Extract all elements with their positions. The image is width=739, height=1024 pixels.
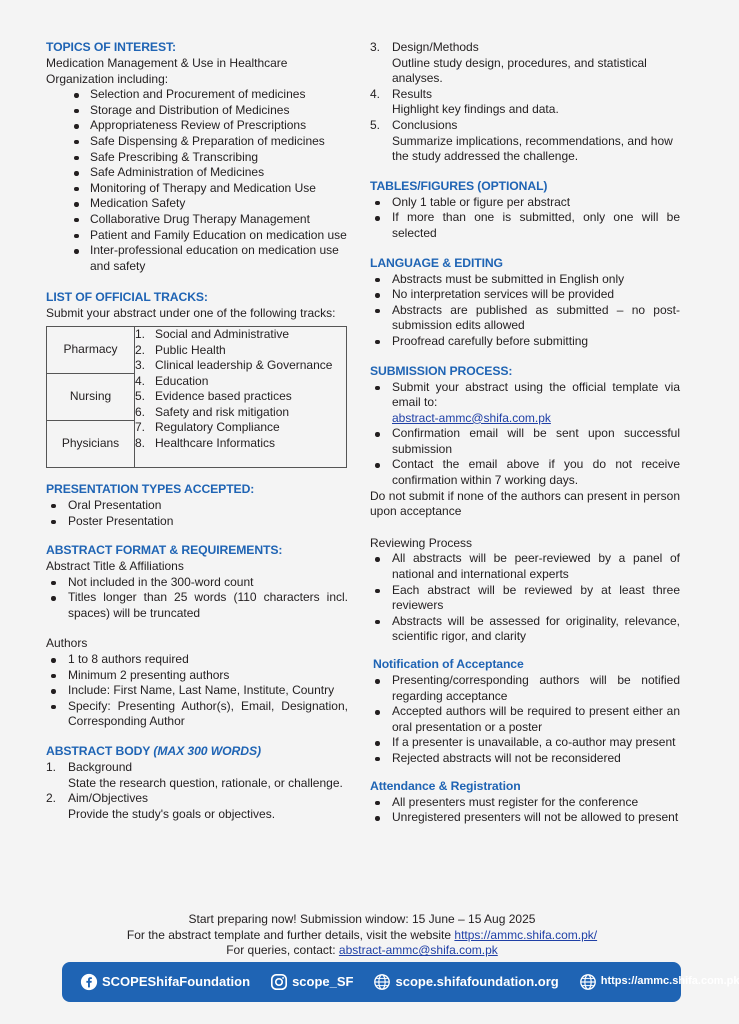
submission-note: Do not submit if none of the authors can present in person upon acceptance <box>370 488 680 519</box>
list-item: Safe Administration of Medicines <box>46 165 348 181</box>
list-item: Storage and Distribution of Medicines <box>46 103 348 119</box>
list-item: Not included in the 300-word count <box>46 575 348 591</box>
submission-heading: SUBMISSION PROCESS: <box>370 363 513 378</box>
list-item: All abstracts will be peer-reviewed by a panel of national and international experts <box>370 551 680 582</box>
globe-icon <box>373 973 391 991</box>
website-link[interactable]: https://ammc.shifa.com.pk/ <box>454 927 598 942</box>
body-heading: ABSTRACT BODY (MAX 300 WORDS) <box>46 744 261 759</box>
right-column <box>370 40 680 837</box>
footer-line-2: For the abstract template and further details, visit the website https://ammc.shifa.com.pk/ <box>126 927 598 942</box>
format-section <box>46 543 348 730</box>
presentation-list <box>46 498 348 529</box>
contact-email-link[interactable]: abstract-ammc@shifa.com.pk <box>338 943 498 958</box>
attendance-section <box>370 779 680 826</box>
list-item: If a presenter is unavailable, a co-author may present <box>370 735 680 751</box>
footer-line-1: Start preparing now! Submission window: 15 June – 15 Aug 2025 <box>188 912 536 926</box>
presentation-heading: PRESENTATION TYPES ACCEPTED: <box>46 481 255 496</box>
body-section-continued <box>370 40 680 165</box>
body-section <box>46 744 348 822</box>
list-item: 2. Aim/Objectives Provide the study's goals or objectives. <box>46 791 276 821</box>
attendance-list <box>370 795 680 826</box>
scope-website-link[interactable] <box>373 973 558 991</box>
footer-text <box>0 912 724 959</box>
tracks-section <box>46 290 348 468</box>
format-authors-list <box>46 652 348 730</box>
submission-list <box>370 380 680 489</box>
review-list <box>370 551 680 645</box>
tables-section <box>370 179 680 242</box>
list-item: Each abstract will be reviewed by at least three reviewers <box>370 583 680 614</box>
list-item: Include: First Name, Last Name, Institute, Country <box>46 683 348 699</box>
list-item: Minimum 2 presenting authors <box>46 668 348 684</box>
list-item: No interpretation services will be provided <box>370 287 680 303</box>
list-item: If more than one is submitted, only one will be selected <box>370 210 680 241</box>
language-heading: LANGUAGE & EDITING <box>370 255 503 270</box>
review-label: Reviewing Process <box>370 535 473 550</box>
topics-section <box>46 40 348 274</box>
tables-heading: TABLES/FIGURES (OPTIONAL) <box>370 178 548 193</box>
list-item: 5. Conclusions Summarize implications, recommendations, and how the study addressed the challenge. <box>370 117 673 164</box>
track-role-pharmacy: Pharmacy <box>47 326 135 373</box>
facebook-label: SCOPEShifaFoundation <box>102 974 251 990</box>
list-item: Safe Prescribing & Transcribing <box>46 150 348 166</box>
list-item: Patient and Family Education on medication use <box>46 228 348 244</box>
list-item: Abstracts are published as submitted – no post-submission edits allowed <box>370 303 680 334</box>
tracks-list <box>135 327 346 452</box>
list-item: Medication Safety <box>46 196 348 212</box>
topics-heading: TOPICS OF INTEREST: <box>46 40 176 54</box>
list-item: Poster Presentation <box>46 514 348 530</box>
list-item: Submit your abstract using the official template via email to: abstract-ammc@shifa.com.pk <box>370 380 680 427</box>
list-item: Rejected abstracts will not be reconsidered <box>370 751 680 767</box>
list-item: 3. Design/Methods Outline study design, procedures, and statistical analyses. <box>370 40 647 86</box>
attendance-heading: Attendance & Registration <box>370 778 521 793</box>
list-item: Abstracts must be submitted in English only <box>370 272 680 288</box>
ammc-website-link[interactable] <box>579 973 739 991</box>
tracks-heading: LIST OF OFFICIAL TRACKS: <box>46 290 208 305</box>
body-list <box>46 760 348 822</box>
globe-icon <box>579 973 597 991</box>
list-item: Accepted authors will be required to present either an oral presentation or a poster <box>370 704 680 735</box>
tracks-intro: Submit your abstract under one of the following tracks: <box>46 306 336 321</box>
list-item: 8. Healthcare Informatics <box>135 436 276 451</box>
language-list <box>370 272 680 350</box>
list-item: Proofread carefully before submitting <box>370 334 680 350</box>
list-item: Confirmation email will be sent upon successful submission <box>370 426 680 457</box>
tracks-list-cell <box>135 326 347 467</box>
left-column <box>46 40 348 833</box>
submission-section <box>370 364 680 520</box>
scope-website-label: scope.shifafoundation.org <box>395 974 559 990</box>
tracks-table <box>46 326 347 468</box>
list-item: Titles longer than 25 words (110 characters incl. spaces) will be truncated <box>46 590 348 621</box>
list-item: Presenting/corresponding authors will be notified regarding acceptance <box>370 673 680 704</box>
list-item: 5. Evidence based practices <box>135 389 292 404</box>
instagram-label: scope_SF <box>292 974 354 990</box>
format-heading: ABSTRACT FORMAT & REQUIREMENTS: <box>46 543 283 558</box>
list-item: Collaborative Drug Therapy Management <box>46 212 348 228</box>
list-item: Oral Presentation <box>46 498 348 514</box>
list-item: 3. Clinical leadership & Governance <box>135 358 333 373</box>
topics-intro: Medication Management & Use in Healthcare Organization including: <box>46 56 288 86</box>
list-item: Appropriateness Review of Prescriptions <box>46 118 348 134</box>
list-item: Selection and Procurement of medicines <box>46 87 348 103</box>
list-item: 7. Regulatory Compliance <box>135 420 280 435</box>
list-item: Monitoring of Therapy and Medication Use <box>46 181 348 197</box>
list-item: 6. Safety and risk mitigation <box>135 404 290 419</box>
instagram-icon <box>270 973 288 991</box>
list-item: 4. Results Highlight key findings and data. <box>370 86 559 117</box>
presentation-section <box>46 482 348 529</box>
list-item: 1 to 8 authors required <box>46 652 348 668</box>
list-item: Unregistered presenters will not be allowed to present <box>370 810 680 826</box>
list-item: Abstracts will be assessed for originality, relevance, scientific rigor, and clarity <box>370 614 680 645</box>
list-item: All presenters must register for the conference <box>370 795 680 811</box>
list-item: 1. Social and Administrative <box>135 326 290 341</box>
format-title-list <box>46 575 348 622</box>
format-authors-label: Authors <box>46 636 88 651</box>
format-title-label: Abstract Title & Affiliations <box>46 559 184 574</box>
notification-heading: Notification of Acceptance <box>373 657 524 671</box>
list-item: 4. Education <box>135 373 209 388</box>
list-item: 2. Public Health <box>135 342 226 357</box>
list-item: Specify: Presenting Author(s), Email, Designation, Corresponding Author <box>46 699 348 730</box>
ammc-website-label: https://ammc.shifa.com.pk <box>600 975 739 988</box>
body-list-continued <box>370 40 680 165</box>
notification-section <box>370 657 680 767</box>
facebook-icon <box>80 973 98 991</box>
list-item: Inter-professional education on medication use and safety <box>46 243 348 274</box>
facebook-link[interactable] <box>80 973 250 991</box>
track-role-physicians: Physicians <box>47 420 135 467</box>
list-item: Contact the email above if you do not receive confirmation within 7 working days. <box>370 457 680 488</box>
review-section <box>370 536 680 645</box>
footer-line-3: For queries, contact: abstract-ammc@shifa.com.pk <box>226 943 498 958</box>
language-section <box>370 256 680 350</box>
submission-email-link[interactable]: abstract-ammc@shifa.com.pk <box>392 410 551 425</box>
tables-list <box>370 195 680 242</box>
list-item: Only 1 table or figure per abstract <box>370 195 680 211</box>
list-item: Safe Dispensing & Preparation of medicines <box>46 134 348 150</box>
social-bar <box>62 962 739 1002</box>
list-item: 1. Background State the research question, rationale, or challenge. <box>46 760 343 790</box>
topics-list <box>46 87 348 274</box>
instagram-link[interactable] <box>270 973 353 991</box>
notification-list <box>370 673 680 767</box>
track-role-nursing: Nursing <box>47 373 135 420</box>
